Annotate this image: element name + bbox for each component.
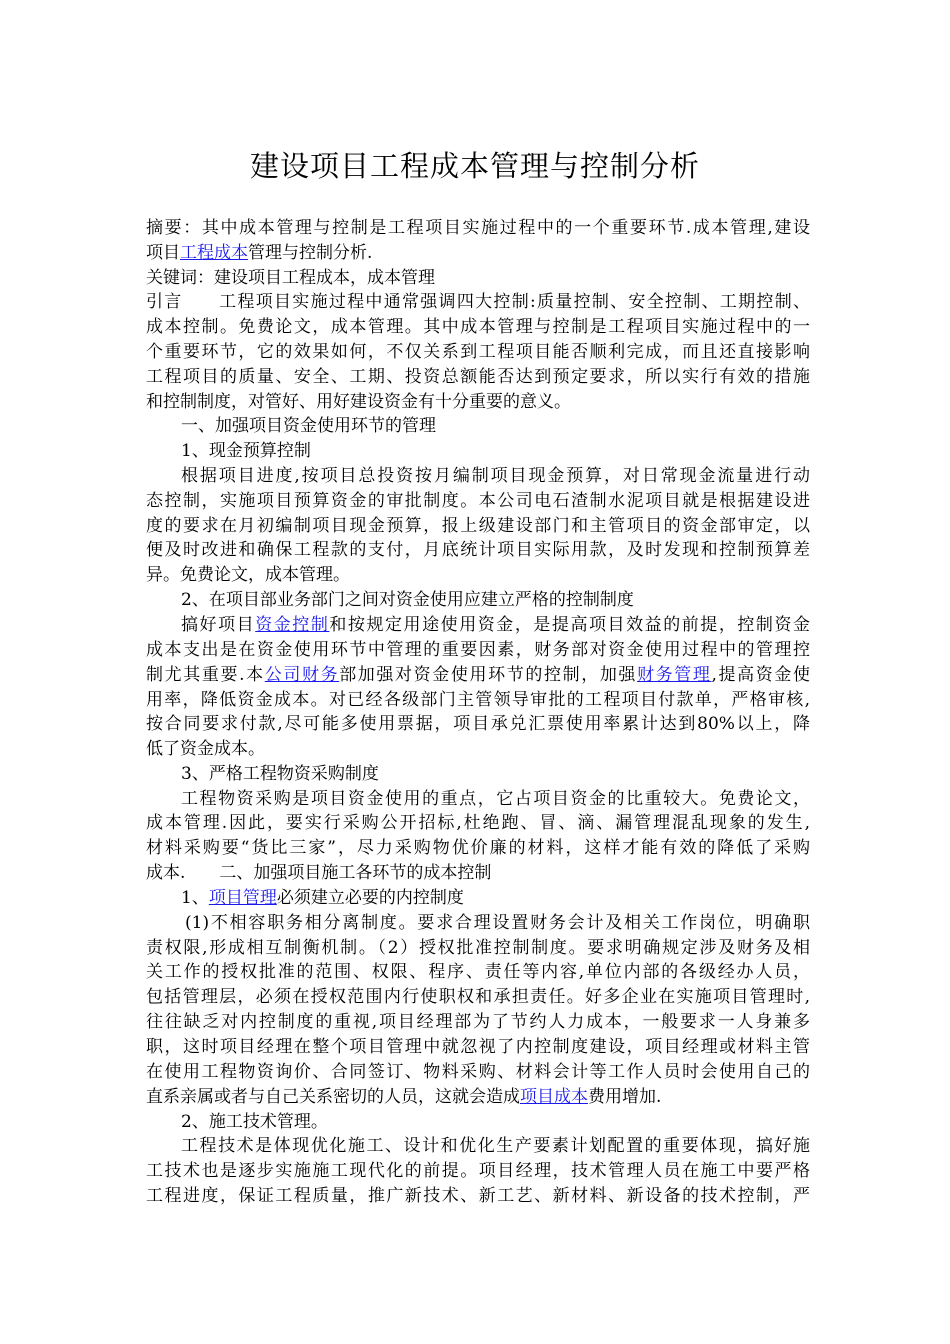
paragraph-line <box>181 612 810 638</box>
line-text: 部加强对资金使用环节的控制，加强 <box>339 665 638 685</box>
paragraph-line <box>146 562 810 588</box>
paragraph-line <box>146 289 810 315</box>
paragraph-line <box>146 984 810 1010</box>
paragraph-line <box>146 364 810 390</box>
line-text: 和控制制度，对管好、用好建设资金有十分重要的意义。 <box>146 392 571 412</box>
paragraph-line <box>181 786 810 812</box>
inline-link[interactable]: 资金控制 <box>255 615 330 635</box>
paragraph-line <box>181 761 810 787</box>
line-text: 必须建立必要的内控制度 <box>276 888 464 908</box>
paragraph-line <box>146 711 810 737</box>
inline-link[interactable]: 财务管理 <box>637 665 712 685</box>
line-text: 成本支出是在资金使用环节中管理的重要因素，财务部对资金使用过程中的管理控 <box>146 640 810 660</box>
line-text: 个重要环节，它的效果如何，不仅关系到工程项目能否顺利完成，而且还直接影响 <box>146 342 810 362</box>
line-text: 度的要求在月初编制项目现金预算，报上级建设部门和主管项目的资金部审定，以 <box>146 516 810 536</box>
line-text: ,提高资金使 <box>711 665 810 685</box>
paragraph-line <box>146 1183 810 1209</box>
paragraph-line <box>181 1109 810 1135</box>
line-text: 2、施工技术管理。 <box>181 1112 328 1132</box>
paragraph-line <box>146 637 810 663</box>
line-text: 制尤其重要.本 <box>146 665 265 685</box>
line-text: 关工作的授权批准的范围、权限、程序、责任等内容,单位内部的各级经办人员， <box>146 962 810 982</box>
line-text: 包括管理层，必须在授权范围内行使职权和承担责任。好多企业在实施项目管理时, <box>146 987 810 1007</box>
line-text: 工程技术是体现优化施工、设计和优化生产要素计划配置的重要体现，搞好施 <box>181 1136 810 1156</box>
line-text: 职，这时项目经理在整个项目管理中就忽视了内控制度建设，项目经理或材料主管 <box>146 1037 810 1057</box>
paragraph-line <box>146 389 810 415</box>
line-text: 1、 <box>181 888 209 908</box>
paragraph-line <box>146 1059 810 1085</box>
line-text: 按合同要求付款,尽可能多使用票据，项目承兑汇票使用率累计达到80%以上，降 <box>146 714 810 734</box>
line-text: 工程物资采购是项目资金使用的重点，它占项目资金的比重较大。免费论文， <box>181 789 810 809</box>
line-text: 搞好项目 <box>181 615 256 635</box>
paragraph-line <box>146 314 810 340</box>
line-text: 在使用工程物资询价、合同签订、物料采购、材料会计等工作人员时会使用自己的 <box>146 1062 810 1082</box>
line-text: (1)不相容职务相分离制度。要求合理设置财务会计及相关工作岗位，明确职 <box>185 913 810 933</box>
paragraph-line <box>146 935 810 961</box>
paragraph-line <box>146 835 810 861</box>
line-text: 低了资金成本。 <box>146 739 265 759</box>
line-text: 责权限,形成相互制衡机制。（2）授权批准控制制度。要求明确规定涉及财务及相 <box>146 938 810 958</box>
paragraph-line <box>146 1158 810 1184</box>
paragraph-line <box>146 215 810 241</box>
line-text: 和按规定用途使用资金，是提高项目效益的前提，控制资金 <box>329 615 810 635</box>
paragraph-line <box>146 959 810 985</box>
inline-link[interactable]: 项目管理 <box>208 888 277 908</box>
line-text: 材料采购要“货比三家”，尽力采购物优价廉的材料，这样才能有效的降低了采购 <box>146 838 810 858</box>
line-text: 一、加强项目资金使用环节的管理 <box>181 416 436 436</box>
line-text: 便及时改进和确保工程款的支付，月底统计项目实际用款，及时发现和控制预算差 <box>146 540 810 560</box>
line-text: 用率，降低资金成本。对已经各级部门主管领导审批的工程项目付款单，严格审核, <box>146 690 810 710</box>
paragraph-line <box>181 885 810 911</box>
line-text: 成本. 二、加强项目施工各环节的成本控制 <box>146 863 492 883</box>
paragraph-line <box>146 662 810 688</box>
inline-link[interactable]: 公司财务 <box>264 665 340 685</box>
paragraph-line <box>146 339 810 365</box>
paragraph-line <box>181 463 810 489</box>
line-text: 管理与控制分析. <box>248 243 373 263</box>
inline-link[interactable]: 工程成本 <box>180 243 248 263</box>
line-text: 2、在项目部业务部门之间对资金使用应建立严格的控制制度 <box>181 590 634 610</box>
paragraph-line <box>146 488 810 514</box>
paragraph-line <box>146 513 810 539</box>
paragraph-line <box>146 537 810 563</box>
paragraph-line <box>185 910 810 936</box>
line-text: 直系亲属或者与自己关系密切的人员，这就会造成 <box>146 1087 520 1107</box>
line-text: 异。免费论文，成本管理。 <box>146 565 350 585</box>
line-text: 摘要：其中成本管理与控制是工程项目实施过程中的一个重要环节.成本管理,建设 <box>146 218 810 238</box>
paragraph-line <box>146 1034 810 1060</box>
paragraph-line <box>146 1009 810 1035</box>
line-text: 工技术也是逐步实施施工现代化的前提。项目经理，技术管理人员在施工中要严格 <box>146 1161 810 1181</box>
paragraph-line <box>146 860 810 886</box>
paragraph-line <box>181 587 810 613</box>
paragraph-line <box>146 1084 810 1110</box>
line-text: 态控制，实施项目预算资金的审批制度。本公司电石渣制水泥项目就是根据建设进 <box>146 491 810 511</box>
document-title: 建设项目工程成本管理与控制分析 <box>249 149 700 183</box>
line-text: 引言 工程项目实施过程中通常强调四大控制:质量控制、安全控制、工期控制、 <box>146 292 810 312</box>
line-text: 往往缺乏对内控制度的重视,项目经理部为了节约人力成本，一般要求一人身兼多 <box>146 1012 810 1032</box>
line-text: 项目 <box>146 243 180 263</box>
paragraph-line <box>146 687 810 713</box>
paragraph-line <box>181 438 810 464</box>
paragraph-line <box>146 736 810 762</box>
paragraph-line <box>146 240 810 266</box>
paragraph-line <box>146 810 810 836</box>
line-text: 工程进度，保证工程质量，推广新技术、新工艺、新材料、新设备的技术控制，严 <box>146 1186 810 1206</box>
line-text: 成本控制。免费论文，成本管理。其中成本管理与控制是工程项目实施过程中的一 <box>146 317 810 337</box>
line-text: 1、现金预算控制 <box>181 441 311 461</box>
line-text: 关键词：建设项目工程成本，成本管理 <box>146 268 435 288</box>
line-text: 费用增加. <box>588 1087 662 1107</box>
paragraph-line <box>146 265 810 291</box>
paragraph-line <box>181 1133 810 1159</box>
line-text: 成本管理.因此，要实行采购公开招标,杜绝跑、冒、滴、漏管理混乱现象的发生, <box>146 813 810 833</box>
line-text: 工程项目的质量、安全、工期、投资总额能否达到预定要求，所以实行有效的措施 <box>146 367 810 387</box>
line-text: 3、严格工程物资采购制度 <box>181 764 379 784</box>
inline-link[interactable]: 项目成本 <box>520 1087 588 1107</box>
line-text: 根据项目进度,按项目总投资按月编制项目现金预算，对日常现金流量进行动 <box>181 466 810 486</box>
paragraph-line <box>181 413 810 439</box>
